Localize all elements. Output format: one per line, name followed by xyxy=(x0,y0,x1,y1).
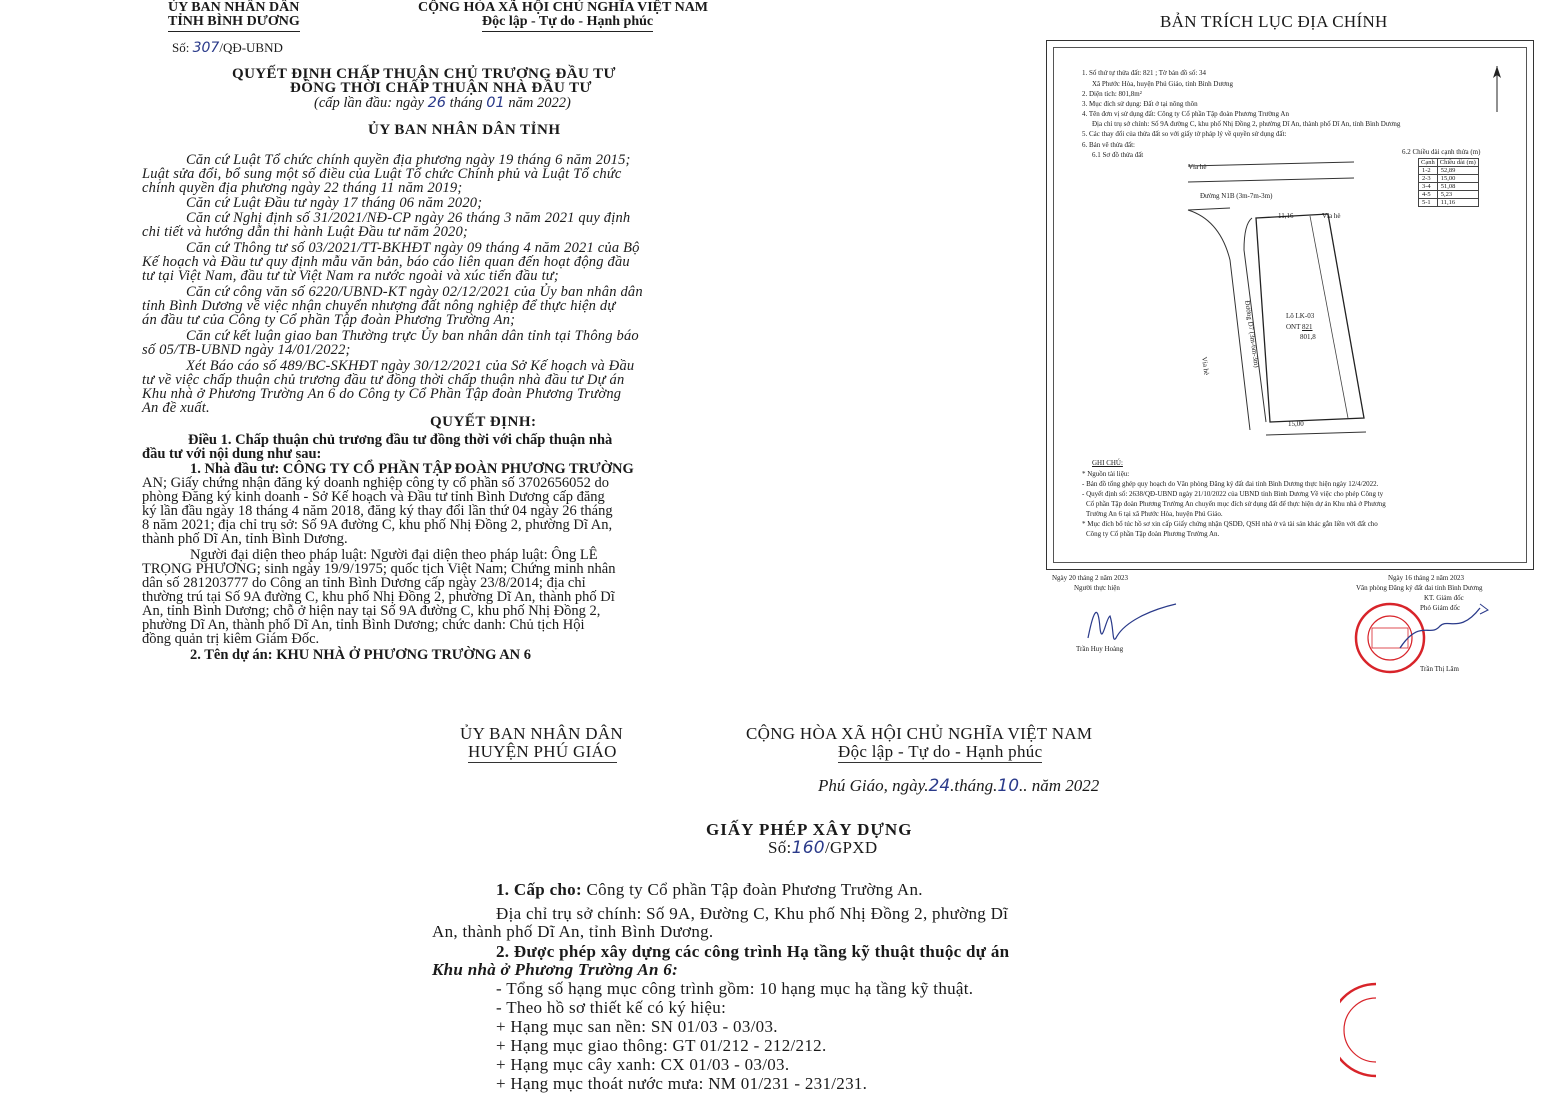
right-sign-role2: Phó Giám đốc xyxy=(1420,604,1461,612)
road-edge-line xyxy=(1188,178,1354,182)
construction-permit xyxy=(400,684,1400,1093)
body-line: phường Dĩ An, thành phố Dĩ An, tỉnh Bình Dương; chức danh: Chủ tịch Hội xyxy=(142,617,585,633)
table-cell: 15,00 xyxy=(1437,175,1478,183)
info-line: 1. Số thứ tự thửa đất: 821 ; Tờ bản đồ số: 34 xyxy=(1082,69,1207,77)
basis-line: Luật sửa đổi, bổ sung một số điều của Luật Tổ chức Chính phủ và Luật Tổ chức xyxy=(142,166,622,182)
table-cell: 51,08 xyxy=(1437,183,1478,191)
permit-item2-line1: 2. Được phép xây dựng các công trình Hạ tầng kỹ thuật thuộc dự án xyxy=(496,942,1010,961)
permit-list-item: + Hạng mục cây xanh: CX 01/03 - 03/03. xyxy=(496,1055,790,1074)
left-sign-name: Trần Huy Hoàng xyxy=(1076,645,1124,653)
decision-authority-line1: ỦY BAN NHÂN DÂN xyxy=(168,0,300,15)
decide-heading: QUYẾT ĐỊNH: xyxy=(430,414,537,430)
left-sign-date: Ngày 20 tháng 2 năm 2023 xyxy=(1052,574,1129,582)
basis-line: An đề xuất. xyxy=(142,400,210,416)
table-row xyxy=(1419,191,1479,199)
decision-authority-line2: TỈNH BÌNH DƯƠNG xyxy=(168,14,300,32)
basis-line: chi tiết và hướng dẫn thi hành Luật Đầu tư năm 2020; xyxy=(142,224,468,240)
right-sign-org: Văn phòng Đăng ký đất đai tỉnh Bình Dương xyxy=(1356,584,1483,592)
right-sign-date: Ngày 16 tháng 2 năm 2023 xyxy=(1388,574,1465,582)
info-line: 3. Mục đích sử dụng: Đất ở tại nông thôn xyxy=(1082,100,1198,108)
permit-red-seal-icon xyxy=(1340,980,1376,1080)
lot-label: Lô LK-03 xyxy=(1286,312,1315,320)
body-line: TRỌNG PHƯƠNG; sinh ngày 19/9/1975; quốc tịch Việt Nam; Chứng minh nhân xyxy=(142,561,616,577)
permit-address-line2: An, thành phố Dĩ An, tỉnh Bình Dương. xyxy=(432,922,714,941)
info-line: Xã Phước Hòa, huyện Phú Giáo, tỉnh Bình Dương xyxy=(1092,80,1233,88)
decision-number-suffix: /QĐ-UBND xyxy=(219,40,283,55)
decision-title-line2: ĐỒNG THỜI CHẤP THUẬN NHÀ ĐẦU TƯ xyxy=(290,80,592,96)
edge-bottom-label: 15,00 xyxy=(1288,420,1304,428)
decision-date-day: 26 xyxy=(427,95,447,111)
right-sign-name: Trần Thị Lâm xyxy=(1420,665,1459,673)
decision-date xyxy=(314,95,571,112)
table-cell: 5,23 xyxy=(1437,191,1478,199)
body-line: phòng Đăng ký kinh doanh - Sở Kế hoạch và Đầu tư tỉnh Bình Dương cấp đăng xyxy=(142,489,605,505)
sidewalk-label: Vỉa hè xyxy=(1322,212,1341,220)
table-cell: 52,89 xyxy=(1437,167,1478,175)
note-line: Trường An 6 tại xã Phước Hòa, huyện Phú Giáo. xyxy=(1086,510,1223,518)
article1-line2: đầu tư với nội dung như sau: xyxy=(142,446,322,462)
note-line: Công ty Cổ phần Tập đoàn Phương Trường An. xyxy=(1086,530,1220,538)
body-line: Người đại diện theo pháp luật: Người đại diện theo pháp luật: Ông LÊ xyxy=(190,547,598,563)
right-sign-role1: KT. Giám đốc xyxy=(1424,594,1464,602)
road-edge-line xyxy=(1188,208,1230,210)
sidewalk-line xyxy=(1310,216,1348,418)
note-line: * Nguồn tài liệu: xyxy=(1082,470,1130,478)
decision-date-month: 01 xyxy=(486,95,505,111)
info-line: Địa chỉ trụ sở chính: Số 9A đường C, khu phố Nhị Đồng 2, phường Dĩ An, thành phố Dĩ An, tỉnh Bình Dương xyxy=(1092,120,1401,128)
body-line: thường trú tại Số 9A đường C, khu phố Nhị Đồng 2, phường Dĩ An, thành phố Dĩ xyxy=(142,589,615,605)
permit-list-item: - Theo hồ sơ thiết kế có ký hiệu: xyxy=(496,998,727,1017)
basis-line: tư về việc chấp thuận chủ trương đầu tư đồng thời chấp thuận nhà đầu tư Dự án xyxy=(142,372,625,388)
permit-number-suffix: /GPXD xyxy=(824,838,878,857)
table-cell: 1-2 xyxy=(1419,167,1438,175)
basis-line: Căn cứ Luật Đầu tư ngày 17 tháng 06 năm 2020; xyxy=(186,195,483,211)
basis-line: Căn cứ công văn số 6220/UBND-KT ngày 02/12/2021 của Ủy ban nhân dân xyxy=(186,284,643,300)
table-row xyxy=(1419,183,1479,191)
permit-nation-line2: Độc lập - Tự do - Hạnh phúc xyxy=(838,742,1043,761)
parcel-sketch xyxy=(1170,160,1370,450)
permit-authority-line2: HUYỆN PHÚ GIÁO xyxy=(468,742,617,761)
basis-line: Căn cứ Luật Tổ chức chính quyền địa phương ngày 19 tháng 6 năm 2015; xyxy=(186,152,631,168)
info-line: 5. Các thay đổi của thửa đất so với giấy tờ pháp lý về quyền sử dụng đất: xyxy=(1082,130,1287,138)
investor-line: 1. Nhà đầu tư: CÔNG TY CỔ PHẦN TẬP ĐOÀN PHƯƠNG TRƯỜNG xyxy=(190,461,634,477)
permit-number xyxy=(768,838,877,858)
table-cell: 4-5 xyxy=(1419,191,1438,199)
permit-nation-line1: CỘNG HÒA XÃ HỘI CHỦ NGHĨA VIỆT NAM xyxy=(746,724,1093,743)
body-line: dân số 281203777 do Công an tỉnh Bình Dương cấp ngày 23/8/2014; địa chỉ xyxy=(142,575,586,591)
article1-line1: Điều 1. Chấp thuận chủ trương đầu tư đồng thời với chấp thuận nhà xyxy=(188,432,613,448)
basis-line: Xét Báo cáo số 489/BC-SKHĐT ngày 30/12/2021 của Sở Kế hoạch và Đầu xyxy=(186,358,635,374)
permit-item1-value: Công ty Cổ phần Tập đoàn Phương Trường An. xyxy=(586,880,923,899)
table-row xyxy=(1419,159,1479,167)
table-header: Cạnh xyxy=(1419,159,1438,167)
edge-top-label: 11,16 xyxy=(1278,212,1294,220)
table-cell: 5-1 xyxy=(1419,199,1438,207)
extract-title: BẢN TRÍCH LỤC ĐỊA CHÍNH xyxy=(1160,12,1388,31)
permit-date-day: 24 xyxy=(928,776,951,796)
decision-number-handwritten: 307 xyxy=(192,40,220,56)
info-line: 4. Tên đơn vị sử dụng đất: Công ty Cổ phần Tập đoàn Phương Trường An xyxy=(1082,110,1289,118)
lot-area: 801,8 xyxy=(1300,333,1316,341)
note-line: - Bản đồ tổng ghép quy hoạch do Văn phòng Đăng ký đất đai tỉnh Bình Dương thực hiện ngày 12/4/2022. xyxy=(1082,480,1379,488)
table-row xyxy=(1419,167,1479,175)
road-main-label: Đường N1B (3m-7m-3m) xyxy=(1200,192,1273,200)
table-cell: 3-4 xyxy=(1419,183,1438,191)
permit-item2-line2: Khu nhà ở Phương Trường An 6: xyxy=(432,960,679,979)
decision-number xyxy=(172,40,283,56)
decision-document xyxy=(0,0,900,668)
basis-line: Căn cứ Nghị định số 31/2021/NĐ-CP ngày 26 tháng 3 năm 2021 quy định xyxy=(186,210,631,226)
left-signature-icon xyxy=(1080,598,1180,650)
permit-title: GIẤY PHÉP XÂY DỰNG xyxy=(706,820,913,839)
lot-code-text: ONT xyxy=(1286,323,1301,331)
table-row xyxy=(1419,199,1479,207)
decision-issuer: ỦY BAN NHÂN DÂN TỈNH xyxy=(368,122,561,138)
basis-line: tư tại Việt Nam, đầu tư từ Việt Nam ra nước ngoài và xúc tiến đầu tư; xyxy=(142,268,559,284)
cadastral-extract xyxy=(1000,0,1552,680)
basis-line: Căn cứ Thông tư số 03/2021/TT-BKHĐT ngày 09 tháng 4 năm 2021 của Bộ xyxy=(186,240,640,256)
info-line: 6.1 Sơ đồ thửa đất xyxy=(1092,151,1144,159)
permit-list-item: + Hạng mục san nền: SN 01/03 - 03/03. xyxy=(496,1017,778,1036)
road-curve-line xyxy=(1188,210,1250,430)
basis-line: Khu nhà ở Phương Trường An 6 do Công ty Cổ Phần Tập đoàn Phương Trường xyxy=(142,386,622,402)
note-line: Cổ phần Tập đoàn Phương Trường An chuyển mục đích sử dụng đất để thực hiện dự án Khu nhà ở Phương xyxy=(1086,500,1386,508)
permit-item1-label: 1. Cấp cho: xyxy=(496,880,582,899)
body-line: ký lần đầu ngày 18 tháng 4 năm 2018, đăng ký thay đổi lần thứ 04 ngày 26 tháng xyxy=(142,503,613,519)
permit-date-prefix: Phú Giáo, ngày. xyxy=(818,776,929,795)
decision-nation-line1: CỘNG HÒA XÃ HỘI CHỦ NGHĨA VIỆT NAM xyxy=(418,0,709,15)
permit-list-item: + Hạng mục thoát nước mưa: NM 01/231 - 231/231. xyxy=(496,1074,868,1093)
project-name-line: 2. Tên dự án: KHU NHÀ Ở PHƯƠNG TRƯỜNG AN 6 xyxy=(190,647,532,663)
body-line xyxy=(190,647,531,664)
road-side-label: Đường D7 (3m-6m-3m) xyxy=(1243,299,1261,369)
permit-address-line1: Địa chỉ trụ sở chính: Số 9A, Đường C, Khu phố Nhị Đồng 2, phường Dĩ xyxy=(496,904,1009,923)
info-line: 2. Diện tích: 801,8m² xyxy=(1082,90,1142,98)
table-row xyxy=(1419,175,1479,183)
decision-date-suffix: năm 2022) xyxy=(508,95,571,111)
permit-date-suffix: .. năm 2022 xyxy=(1019,776,1100,795)
road-edge-line xyxy=(1188,162,1354,166)
permit-number-prefix: Số: xyxy=(768,838,792,857)
basis-line: Căn cứ kết luận giao ban Thường trực Ủy ban nhân dân tỉnh tại Thông báo xyxy=(186,328,639,344)
decision-title-line1: QUYẾT ĐỊNH CHẤP THUẬN CHỦ TRƯƠNG ĐẦU TƯ xyxy=(232,66,616,82)
permit-date-mid: .tháng. xyxy=(950,776,998,795)
lot-number: 821 xyxy=(1302,323,1313,331)
decision-date-mid: tháng xyxy=(449,95,483,111)
permit-number-handwritten: 160 xyxy=(791,838,825,858)
note-line: * Mục đích bổ túc hồ sơ xin cấp Giấy chứng nhận QSDĐ, QSH nhà ở và tài sản khác gắn liền với đất cho xyxy=(1082,520,1378,528)
body-line: AN; Giấy chứng nhận đăng ký doanh nghiệp công ty cổ phần số 3702656052 do xyxy=(142,475,609,491)
basis-line: số 05/TB-UBND ngày 14/01/2022; xyxy=(142,342,351,358)
basis-line: án đầu tư của Công ty Cổ phần Tập đoàn Phương Trường An; xyxy=(142,312,516,328)
table-header: Chiều dài (m) xyxy=(1437,159,1478,167)
info-line: 6. Bản vẽ thửa đất: xyxy=(1082,141,1135,149)
basis-line: Kế hoạch và Đầu tư quy định mẫu văn bản, báo cáo liên quan đến hoạt động đầu xyxy=(142,254,630,270)
permit-date-month: 10 xyxy=(997,776,1020,796)
notes-title: GHI CHÚ: xyxy=(1092,459,1123,467)
basis-line: tỉnh Bình Dương về việc nhận chuyển nhượng đất nông nghiệp để thực hiện dự xyxy=(142,298,616,314)
permit-list-item: - Tổng số hạng mục công trình gồm: 10 hạng mục hạ tầng kỹ thuật. xyxy=(496,979,974,998)
table-cell: 11,16 xyxy=(1437,199,1478,207)
sidewalk-label: Vỉa hè xyxy=(1188,163,1207,171)
edge-length-table xyxy=(1418,158,1479,207)
permit-authority-line1: ỦY BAN NHÂN DÂN xyxy=(460,724,624,743)
permit-list-item: + Hạng mục giao thông: GT 01/212 - 212/212. xyxy=(496,1036,827,1055)
basis-line: chính quyền địa phương ngày 22 tháng 11 năm 2019; xyxy=(142,180,463,196)
decision-number-prefix: Số: xyxy=(172,40,190,55)
body-line: An, tỉnh Bình Dương; chỗ ở hiện nay tại Số 9A đường C, khu phố Nhị Đồng 2, xyxy=(142,603,601,619)
edge-table-title: 6.2 Chiều dài cạnh thửa (m) xyxy=(1402,148,1481,156)
decision-date-prefix: (cấp lần đầu: ngày xyxy=(314,95,424,111)
body-line: đồng quản trị kiêm Giám Đốc. xyxy=(142,631,320,647)
decision-nation-line2: Độc lập - Tự do - Hạnh phúc xyxy=(482,14,653,32)
north-arrow-icon xyxy=(1490,64,1504,114)
left-sign-role: Người thực hiện xyxy=(1074,584,1120,592)
permit-item1 xyxy=(496,880,923,900)
road-edge-line xyxy=(1266,432,1366,435)
permit-date xyxy=(818,776,1099,796)
sidewalk-label: Vỉa hè xyxy=(1199,356,1211,376)
note-line: - Quyết định số: 2638/QĐ-UBND ngày 21/10/2022 của UBND tỉnh Bình Dương Về việc cho phép Công ty xyxy=(1082,490,1384,498)
table-cell: 2-3 xyxy=(1419,175,1438,183)
body-line: thành phố Dĩ An, tỉnh Bình Dương. xyxy=(142,531,348,547)
body-line: 8 năm 2021; địa chỉ trụ sở: Số 9A đường C, khu phố Nhị Đồng 2, phường Dĩ An, xyxy=(142,517,613,533)
lot-code xyxy=(1286,323,1313,331)
